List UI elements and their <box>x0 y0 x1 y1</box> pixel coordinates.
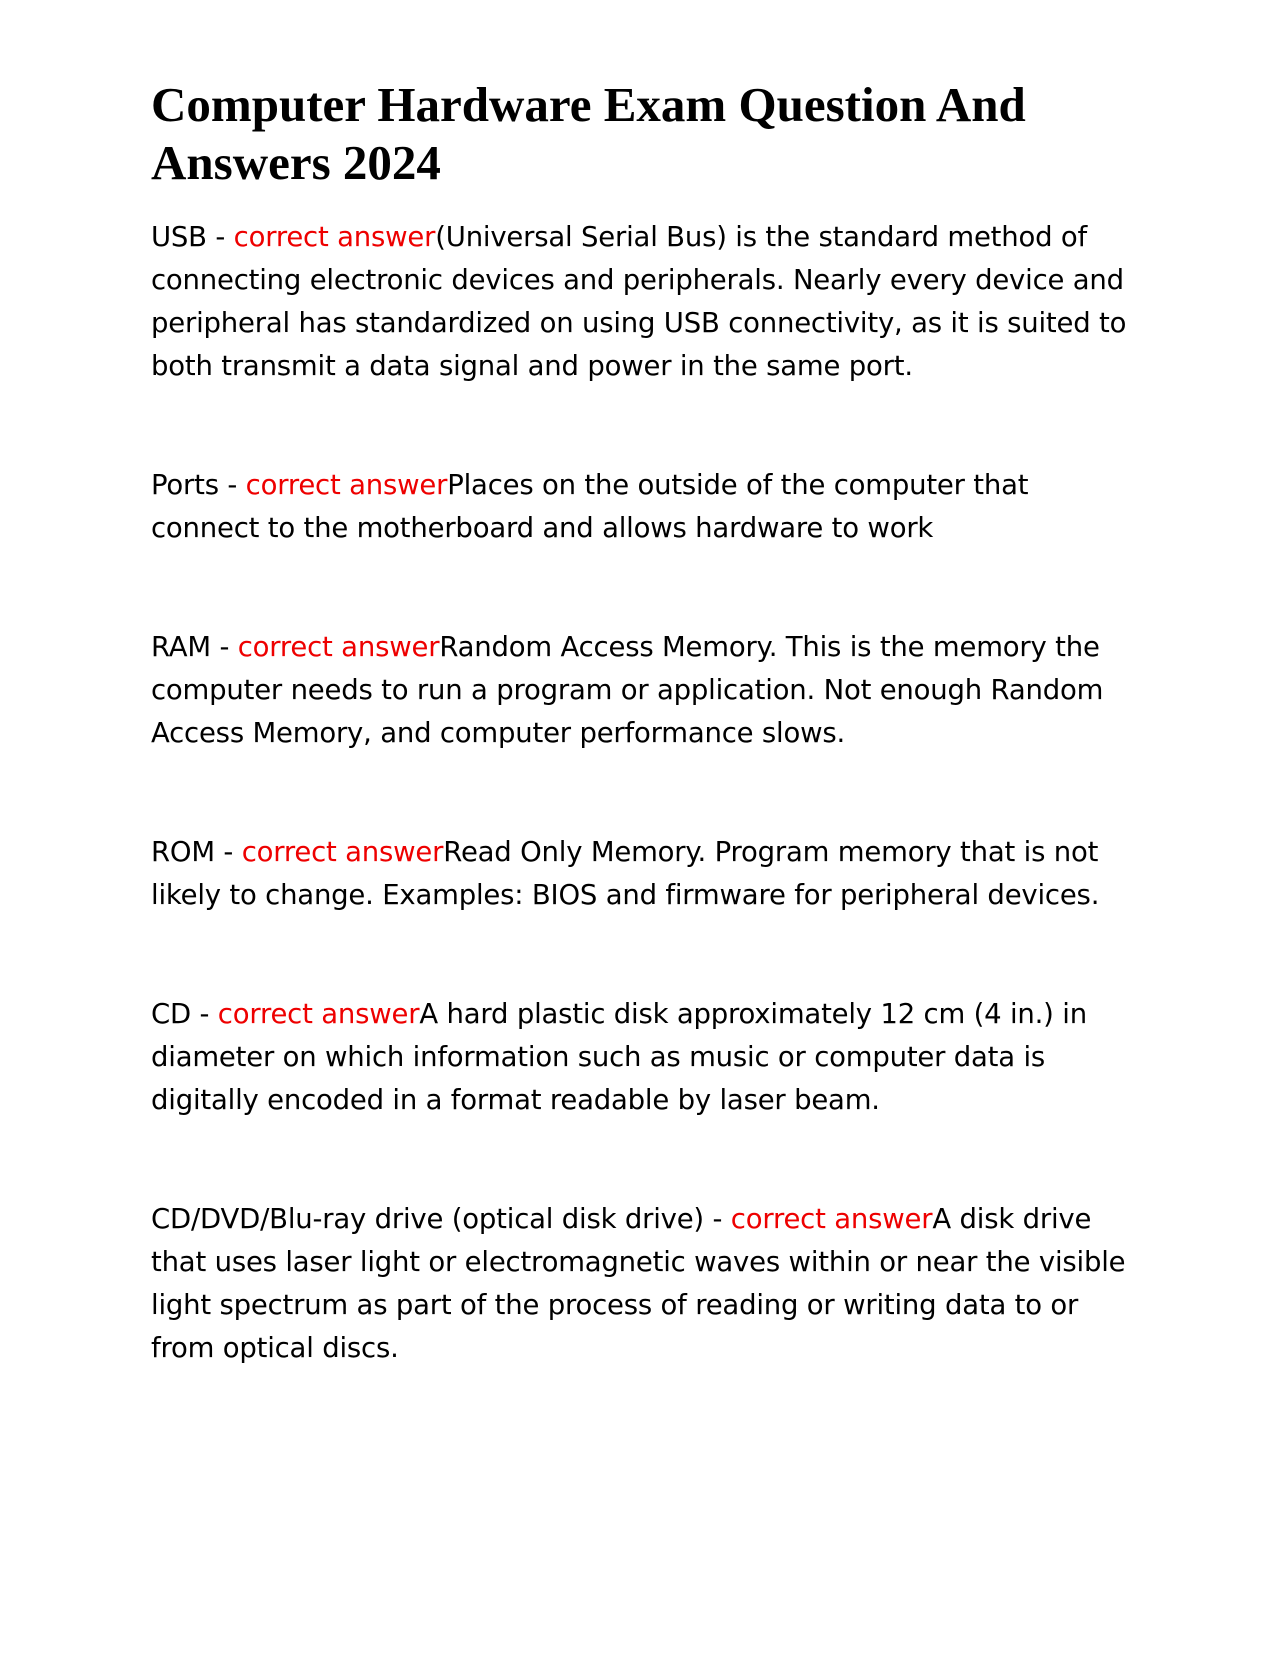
correct-answer-label: correct answer <box>245 469 448 501</box>
page-title: Computer Hardware Exam Question And Answers 2024 <box>151 77 1026 190</box>
entry-term: CD <box>151 998 191 1030</box>
entry-separator: - <box>703 1203 731 1235</box>
entry-definition: Places on the outside of the computer that connect to the motherboard and allows hardware to work <box>151 469 1029 544</box>
entry-definition: Random Access Memory. This is the memory the computer needs to run a program or application. Not enough Random Access Memory, and computer performance slows. <box>151 631 1104 749</box>
qa-entry-cd <box>151 993 1141 1122</box>
entry-definition: Read Only Memory. Program memory that is not likely to change. Examples: BIOS and firmware for peripheral devices. <box>151 836 1100 911</box>
qa-entry-ram <box>151 626 1141 755</box>
entry-separator: - <box>214 836 242 868</box>
entry-definition: A hard plastic disk approximately 12 cm (4 in.) in diameter on which information such as music or computer data is digitally encoded in a format readable by laser beam. <box>151 998 1087 1116</box>
qa-entry-rom <box>151 831 1141 917</box>
entry-term: Ports <box>151 469 219 501</box>
qa-entry-usb <box>151 216 1141 388</box>
correct-answer-label: correct answer <box>241 836 444 868</box>
entry-separator: - <box>210 631 238 663</box>
entry-separator: - <box>218 469 246 501</box>
correct-answer-label: correct answer <box>730 1203 933 1235</box>
document-page <box>151 76 1141 1446</box>
entry-definition: A disk drive that uses laser light or electromagnetic waves within or near the visible light spectrum as part of the process of reading or writing data to or from optical discs. <box>151 1203 1126 1364</box>
entry-term: USB <box>151 221 207 253</box>
correct-answer-label: correct answer <box>217 998 420 1030</box>
entry-separator: - <box>206 221 234 253</box>
entry-term: RAM <box>151 631 211 663</box>
qa-entry-optical-drive <box>151 1198 1141 1370</box>
entry-definition: (Universal Serial Bus) is the standard method of connecting electronic devices and peripherals. Nearly every device and peripheral has standardized on using USB connectivity, as it is suited to both transmit a data signal and power in the same port. <box>151 221 1127 382</box>
correct-answer-label: correct answer <box>237 631 440 663</box>
entry-separator: - <box>190 998 218 1030</box>
entry-term: ROM <box>151 836 215 868</box>
qa-entry-ports <box>151 464 1141 550</box>
correct-answer-label: correct answer <box>233 221 436 253</box>
entry-term: CD/DVD/Blu-ray drive (optical disk drive) <box>151 1203 704 1235</box>
